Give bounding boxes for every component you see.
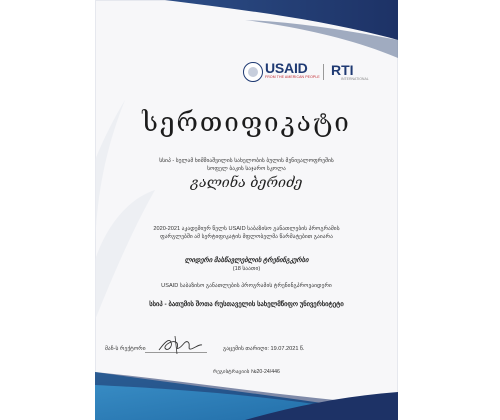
awardee-intro-line2: სოფელ ბაკის საჯარო სკოლა bbox=[207, 166, 286, 172]
usaid-seal-icon bbox=[243, 62, 263, 82]
logo-bar bbox=[243, 62, 393, 84]
program-line2: ფარგლებში ამ სერტიფიკატის მფლობელმა წარმატებით გაიარა bbox=[160, 234, 333, 240]
issue-date: გაცემის თარიღი: 19.07.2021 წ. bbox=[223, 346, 305, 352]
certificate-title: სერთიფიკატი bbox=[142, 108, 351, 138]
usaid-logo: USAID bbox=[265, 60, 308, 76]
certificate bbox=[95, 0, 398, 420]
rti-logo: RTI bbox=[331, 62, 354, 78]
program-line1: 2020-2021 აკადემიურ წელს USAID საბაზისო განათლების პროგრამის bbox=[153, 226, 340, 232]
rti-tagline: INTERNATIONAL bbox=[341, 77, 369, 81]
awardee-intro-line1: სსიპ - სულამ ხიმშიაშვილის სახელობის ბულის მენივალოფრეშის bbox=[159, 158, 334, 164]
logo-divider bbox=[323, 64, 324, 80]
signature-icon bbox=[155, 334, 205, 356]
org-line: USAID საბაზისო განათლების პროგრამის ტრენინგპროვაიდერი bbox=[161, 283, 332, 289]
course-title: ლიდერი მასწავლებლის ტრენინგკურსი bbox=[184, 257, 309, 264]
usaid-tagline: FROM THE AMERICAN PEOPLE bbox=[265, 75, 320, 79]
university-name: სსიპ - ბათუმის შოთა რუსთაველის სახელმწიფო უნივერსიტეტი bbox=[149, 301, 344, 308]
recipient-name: გალინა ბერიძე bbox=[190, 175, 303, 191]
registration-number: რეგისტრაციის №20-24/446 bbox=[213, 369, 280, 375]
signature-label: მაჩ-ს რექტორი bbox=[105, 346, 146, 352]
course-hours: (18 საათი) bbox=[232, 266, 261, 272]
